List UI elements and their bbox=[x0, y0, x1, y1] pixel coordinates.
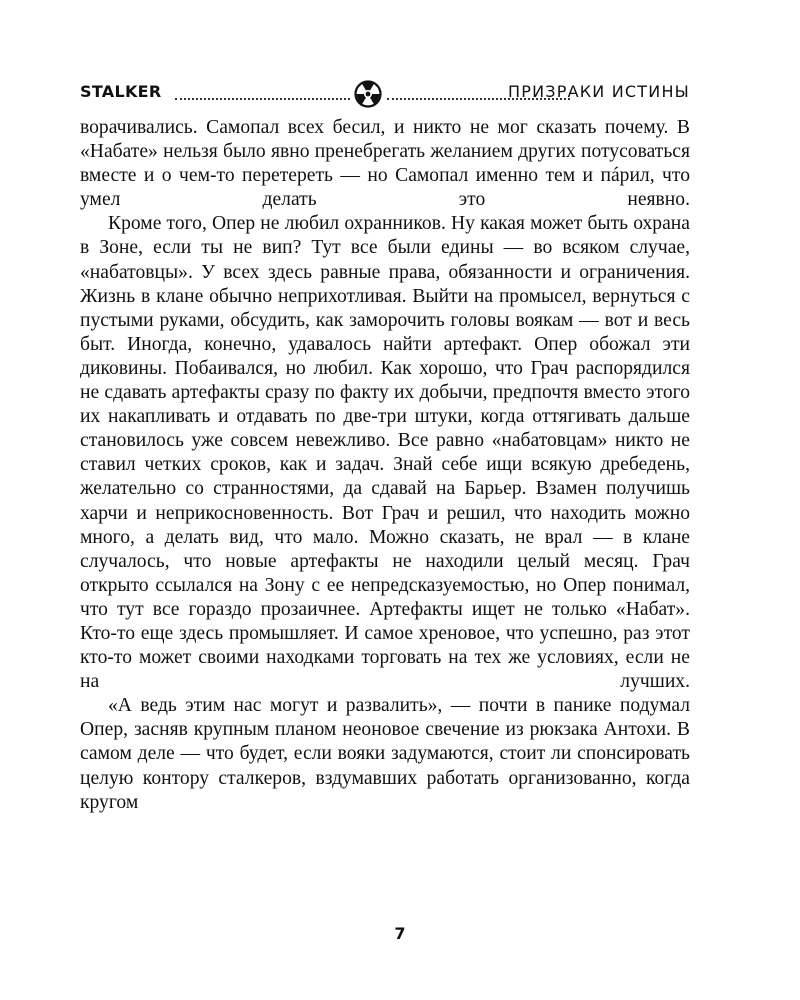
page-number: 7 bbox=[394, 924, 406, 943]
paragraph: «А ведь этим нас могут и развалить», — почти в панике подумал Опер, засняв крупным планом неоновое свечение из рюкзака Антохи. В самом деле — что будет, если вояки задумаются, стоит ли спонсировать целую контору сталкеров, вздумавших работать организованно, когда кругом bbox=[80, 695, 690, 813]
book-title: ПРИЗРАКИ ИСТИНЫ bbox=[508, 82, 690, 101]
paragraph-continued: ворачивались. Самопал всех бесил, и никто не мог сказать почему. В «Набате» нельзя было явно пренебрегать желанием других потусоваться вместе и о чем-то перетереть — но Самопал именно тем и пáрил, что умел делать это неявно. bbox=[80, 117, 690, 211]
running-header bbox=[80, 78, 690, 108]
header-dotted-rule-left bbox=[175, 98, 350, 100]
series-name: STALKER bbox=[80, 82, 162, 101]
body-text bbox=[80, 116, 690, 815]
paragraph: Кроме того, Опер не любил охранников. Ну какая может быть охрана в Зоне, если ты не вип? Тут все были едины — во всяком случае, «набатовцы». У всех здесь равные права, обязанности и ограничения. Жизнь в клане обычно неприхотливая. Выйти на промысел, вернуться с пустыми руками, обсудить, как заморочить головы воякам — вот и весь быт. Иногда, конечно, удавалось найти артефакт. Опер обожал эти диковины. Побаивался, но любил. Как хорошо, что Грач распорядился не сдавать артефакты сразу по факту их добычи, предпочтя вместо этого их накапливать и отдавать по две-три штуки, когда оттягивать дальше становилось уже совсем невежливо. Все равно «набатовцам» никто не ставил четких сроков, как и задач. Знай себе ищи всякую дребедень, желательно со странностями, да сдавай на Барьер. Взамен получишь харчи и неприкосновенность. Вот Грач и решил, что находить можно много, а делать вид, что мало. Можно сказать, не врал — в клане случалось, что новые артефакты не находили целый месяц. Грач открыто ссылался на Зону с ее непредсказуемостью, но Опер понимал, что тут все гораздо прозаичнее. Артефакты ищет не только «Набат». Кто-то еще здесь промышляет. И самое хреновое, что успешно, раз этот кто-то может своими находками торговать на тех же условиях, если не на лучших. bbox=[80, 213, 690, 693]
radiation-icon bbox=[354, 80, 382, 108]
